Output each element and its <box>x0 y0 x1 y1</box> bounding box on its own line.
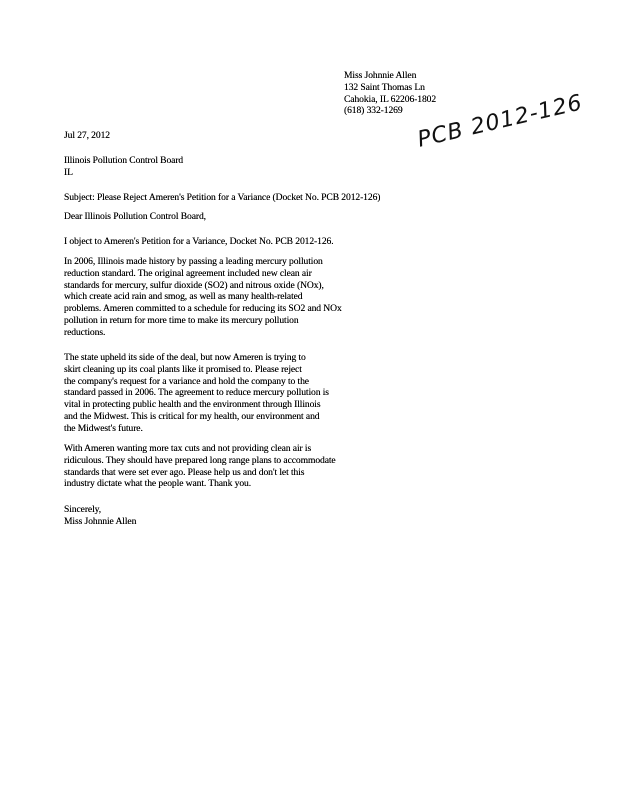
recipient-name: Illinois Pollution Control Board <box>64 155 184 166</box>
closing-block <box>64 504 136 528</box>
paragraph-line: In 2006, Illinois made history by passing a leading mercury pollution <box>64 256 323 267</box>
sender-phone: (618) 332-1269 <box>344 105 403 117</box>
body-paragraph-2 <box>64 352 364 435</box>
sender-street: 132 Saint Thomas Ln <box>344 81 425 93</box>
paragraph-line: which create acid rain and smog, as well as many health-related <box>64 291 303 303</box>
salutation: Dear Illinois Pollution Control Board, <box>64 211 206 222</box>
paragraph-line: reduction standard. The original agreement included new clean air <box>64 267 312 279</box>
docket-stamp <box>415 90 586 176</box>
recipient-block <box>64 155 183 179</box>
paragraph-line: standards for mercury, sulfur dioxide (SO2) and nitrous oxide (NOx), <box>64 279 324 291</box>
paragraph-line: the company's request for a variance and hold the company to the <box>64 375 309 387</box>
docket-stamp-text: PCB 2012-126 <box>415 90 586 153</box>
sender-name: Miss Johnnie Allen <box>344 70 417 81</box>
subject-line: Subject: Please Reject Ameren's Petition for a Variance (Docket No. PCB 2012-126) <box>64 192 381 203</box>
paragraph-line: vital in protecting public health and the environment through Illinois <box>64 399 321 411</box>
body-paragraph-1 <box>64 256 364 339</box>
sender-address-block <box>344 70 504 117</box>
paragraph-line: standards that were set ever ago. Please help us and don't let this <box>64 466 305 478</box>
paragraph-line: ridiculous. They should have prepared long range plans to accommodate <box>64 454 336 466</box>
paragraph-line: standard passed in 2006. The agreement to reduce mercury pollution is <box>64 387 329 399</box>
paragraph-line: problems. Ameren committed to a schedule for reducing its SO2 and NOx <box>64 303 342 315</box>
valediction: Sincerely, <box>64 504 102 515</box>
body-paragraph-3 <box>64 443 364 490</box>
paragraph-line: The state upheld its side of the deal, but now Ameren is trying to <box>64 352 306 363</box>
paragraph-line: pollution in return for more time to make its mercury pollution <box>64 314 299 326</box>
paragraph-line: With Ameren wanting more tax cuts and not providing clean air is <box>64 443 312 454</box>
recipient-line2: IL <box>64 166 73 178</box>
paragraph-line: the Midwest's future. <box>64 422 143 434</box>
paragraph-line: skirt cleaning up its coal plants like it promised to. Please reject <box>64 363 302 375</box>
letter-date: Jul 27, 2012 <box>64 130 110 141</box>
objection-statement: I object to Ameren's Petition for a Variance, Docket No. PCB 2012-126. <box>64 236 334 247</box>
signature-name: Miss Johnnie Allen <box>64 515 137 527</box>
paragraph-line: and the Midwest. This is critical for my health, our environment and <box>64 410 320 422</box>
sender-city: Cahokia, IL 62206-1802 <box>344 93 437 105</box>
paragraph-line: reductions. <box>64 326 106 338</box>
paragraph-line: industry dictate what the people want. Thank you. <box>64 478 252 490</box>
